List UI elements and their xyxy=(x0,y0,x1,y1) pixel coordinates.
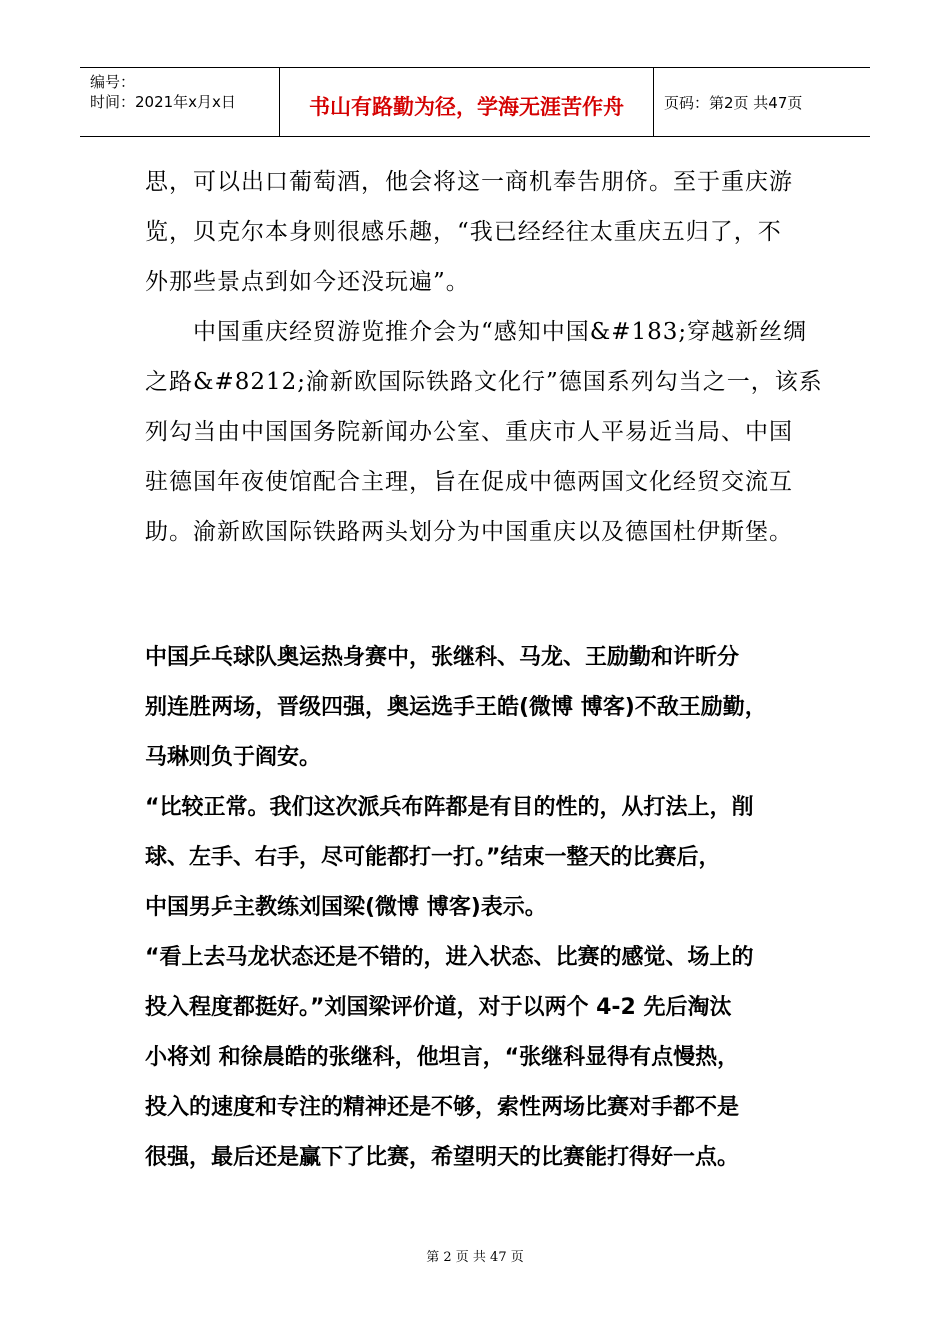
paragraph-2 xyxy=(145,307,823,557)
document-header xyxy=(80,67,870,137)
text-line: 驻德国年夜使馆配合主理，旨在促成中德两国文化经贸交流互 xyxy=(145,469,793,495)
text-line: 思，可以出口葡萄酒，他会将这一商机奉告朋侪。至于重庆游 xyxy=(145,169,793,195)
text-line: 外那些景点到如今还没玩遍”。 xyxy=(145,269,470,295)
paragraph-1 xyxy=(145,157,810,307)
text-line: 投入的速度和专注的精神还是不够，索性两场比赛对手都不是 xyxy=(145,1095,740,1120)
text-line: 中国重庆经贸游览推介会为“感知中国&#183;穿越新丝绸 xyxy=(145,319,808,345)
text-line: 之路&#8212;渝新欧国际铁路文化行”德国系列勾当之一，该系 xyxy=(145,369,823,395)
header-info-cell xyxy=(80,68,280,136)
text-line: 球、左手、右手，尽可能都打一打。”结束一整天的比赛后， xyxy=(145,845,721,870)
text-line: 览，贝克尔本身则很感乐趣，“我已经经往太重庆五归了，不 xyxy=(145,219,782,245)
header-motto-cell xyxy=(280,68,654,136)
text-line: 马琳则负于阎安。 xyxy=(145,745,322,770)
text-line: “看上去马龙状态还是不错的，进入状态、比赛的感觉、场上的 xyxy=(145,945,754,970)
text-line: “比较正常。我们这次派兵布阵都是有目的性的，从打法上，削 xyxy=(145,795,754,820)
page-footer: 第 2 页 共 47 页 xyxy=(426,1250,524,1265)
header-page-cell xyxy=(654,68,870,136)
text-line: 中国乒乓球队奥运热身赛中，张继科、马龙、王励勤和许昕分 xyxy=(145,645,740,670)
text-line: 小将刘 和徐晨皓的张继科，他坦言，“张继科显得有点慢热， xyxy=(145,1045,740,1070)
page-info: 页码：第2页 共47页 xyxy=(664,93,803,112)
text-line: 中国男乒主教练刘国梁(微博 博客)表示。 xyxy=(145,895,547,920)
doc-number-label: 编号： xyxy=(90,73,136,91)
motto-text: 书山有路勤为径，学海无涯苦作舟 xyxy=(309,95,624,119)
text-line: 助。渝新欧国际铁路两头划分为中国重庆以及德国杜伊斯堡。 xyxy=(145,519,793,545)
text-line: 别连胜两场，晋级四强，奥运选手王皓(微博 博客)不敌王励勤， xyxy=(145,695,767,720)
text-line: 列勾当由中国国务院新闻办公室、重庆市人平易近当局、中国 xyxy=(145,419,793,445)
text-line: 投入程度都挺好。”刘国梁评价道，对于以两个 4-2 先后淘汰 xyxy=(145,995,732,1020)
doc-date: 时间：2021年x月x日 xyxy=(90,93,236,111)
bold-news-section xyxy=(145,633,810,1183)
text-line: 很强，最后还是赢下了比赛，希望明天的比赛能打得好一点。 xyxy=(145,1145,740,1170)
